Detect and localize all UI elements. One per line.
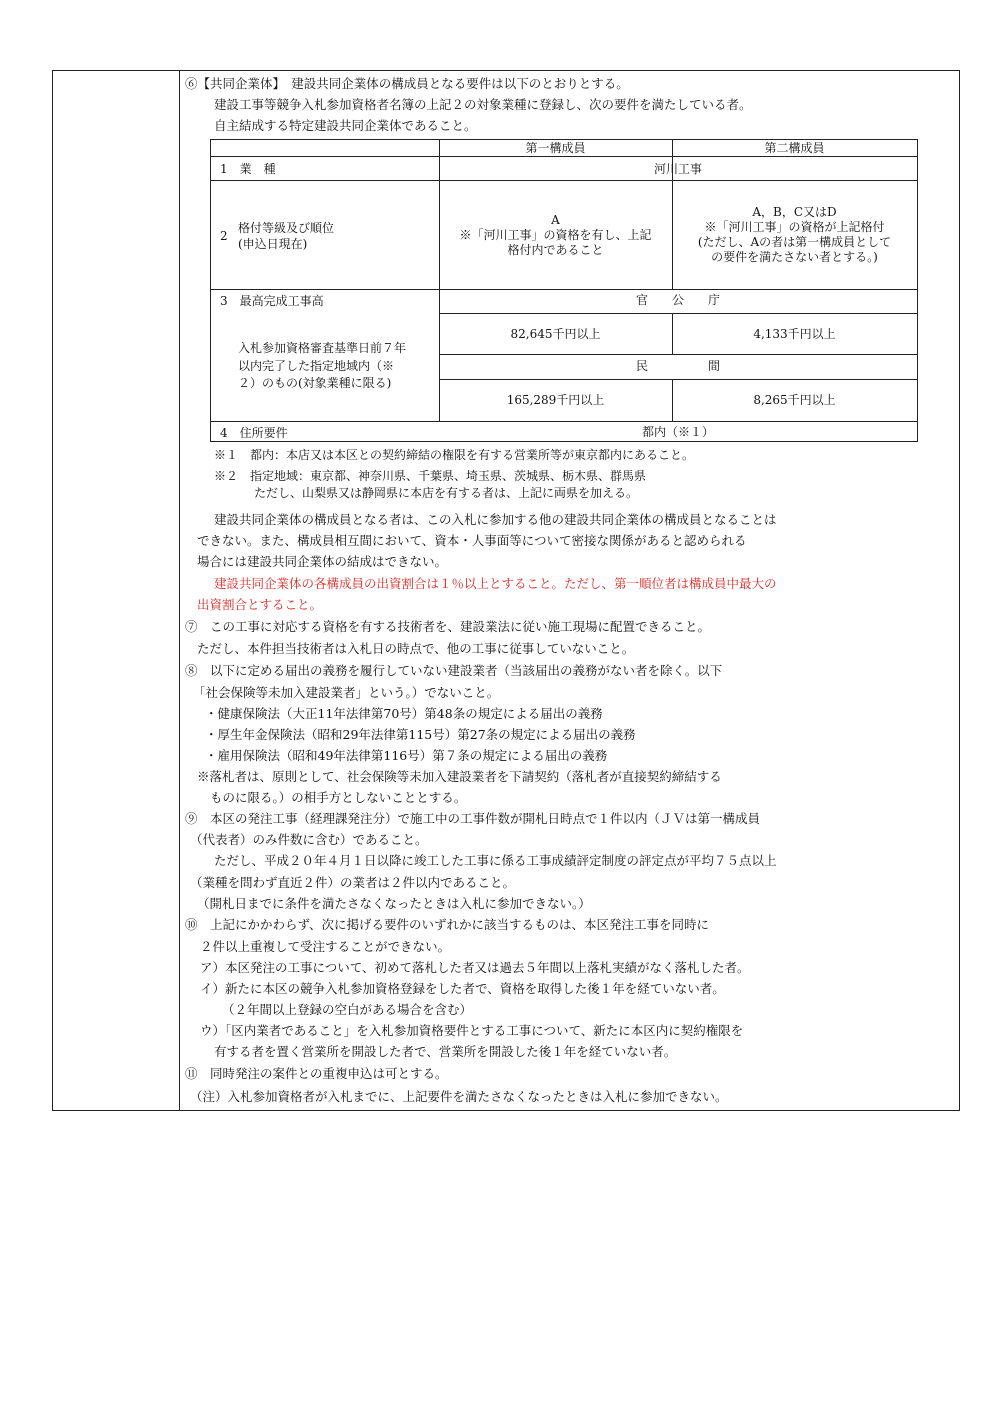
row-max-completion-label: 3 最高完成工事高 (220, 294, 324, 308)
footnote: （注）入札参加資格者が入札までに、上記要件を満たさなくなったときは入札に参加できない。 (190, 1089, 728, 1104)
section-6-line1: 建設工事等競争入札参加資格者名簿の上記２の対象業種に登録し、次の要件を満たしている者。 (214, 97, 752, 112)
section-6-line2: 自主結成する特定建設共同企業体であること。 (214, 118, 477, 133)
note-2a: ※２ 指定地域：東京都、神奈川県、千葉県、埼玉県、茨城県、栃木県、群馬県 (214, 469, 647, 483)
section-9-line1: ⑨ 本区の発注工事（経理課発注分）で施工中の工事件数が開札日時点で１件以内（ＪＶは第一構成員 (185, 811, 761, 826)
investment-ratio-line1: 建設共同企業体の各構成員の出資割合は１％以上とすること。ただし、第一順位者は構成員中最大の (214, 576, 777, 591)
section-7-line2: ただし、本件担当技術者は入札日の時点で、他の工事に従事していないこと。 (197, 641, 635, 656)
section-7-line1: ⑦ この工事に対応する資格を有する技術者を、建設業法に従い施工現場に配置できること。 (185, 619, 711, 634)
row-grade-label: 格付等級及び順位 (238, 221, 335, 235)
public-first-amount: 82,645千円以上 (510, 327, 601, 341)
note-1: ※１ 都内：本店又は本区との契約締結の権限を有する営業所等が東京都内にあること。 (214, 448, 695, 462)
grade-first-line1: A (551, 213, 560, 227)
column-divider (179, 70, 180, 1111)
section-9-line4: （業種を問わず直近２件）の業者は２件以内であること。 (190, 875, 516, 890)
section-10-item-u1: ウ）「区内業者であること」を入札参加資格要件とする工事について、新たに本区内に契約権限を (200, 1023, 744, 1038)
jv-para-line3: 場合には建設共同企業体の結成はできない。 (197, 554, 448, 569)
section-11: ⑪ 同時発注の案件との重複申込は可とする。 (185, 1066, 448, 1081)
section-9-line2: （代表者）のみ件数に含む）であること。 (190, 832, 428, 847)
section-6-title: ⑥【共同企業体】 建設共同企業体の構成員となる要件は以下のとおりとする。 (185, 76, 629, 91)
private-first-amount: 165,289千円以上 (506, 393, 605, 407)
section-10-item-a: ア）本区発注の工事について、初めて落札した者又は過去５年間以上落札実績がなく落札した者。 (200, 960, 750, 975)
section-10-line2: ２件以上重複して受注することができない。 (200, 939, 451, 954)
section-8-line1: ⑧ 以下に定める届出の義務を履行していない建設業者（当該届出の義務がない者を除く。以下 (185, 663, 723, 678)
max-completion-note-line1: 入札参加資格審査基準日前７年 (238, 341, 407, 355)
max-completion-note-line2: 以内完了した指定地域内（※ (238, 359, 395, 373)
row-address-label: 4 住所要件 (220, 426, 288, 440)
section-8-note2: ものに限る。）の相手方としないこととする。 (210, 790, 467, 805)
header-second-member: 第二構成員 (764, 141, 825, 155)
header-first-member: 第一構成員 (525, 141, 586, 155)
section-10-item-i: イ）新たに本区の競争入札参加資格登録をした者で、資格を取得した後１年を経ていない者。 (200, 981, 725, 996)
jv-para-line1: 建設共同企業体の構成員となる者は、この入札に参加する他の建設共同企業体の構成員となることは (214, 512, 777, 527)
public-second-amount: 4,133千円以上 (753, 327, 836, 341)
section-10-line1: ⑩ 上記にかかわらず、次に掲げる要件のいずれかに該当するものは、本区発注工事を同時に (185, 917, 710, 932)
max-completion-note-line3: ２）のもの(対象業種に限る) (238, 376, 392, 390)
grade-second-line1: A，B，C又はD (752, 205, 837, 219)
section-10-item-u2: 有する者を置く営業所を開設した者で、営業所を開設した後１年を経ていない者。 (214, 1044, 677, 1059)
grade-second-line2: ※「河川工事」の資格が上記格付 (704, 220, 885, 234)
jv-para-line2: できない。また、構成員相互間において、資本・人事面等について密接な関係があると認められる (197, 533, 747, 548)
private-second-amount: 8,265千円以上 (753, 393, 836, 407)
section-8-item2: ・厚生年金保険法（昭和29年法律第115号）第27条の規定による届出の義務 (205, 727, 636, 742)
grade-second-line4: の要件を満たさない者とする。) (711, 250, 878, 264)
row-grade-date: (申込日現在) (238, 237, 308, 251)
section-9-line5: （開札日までに条件を満たさなくなったときは入札に参加できない。） (197, 896, 591, 911)
grade-first-line3: 格付内であること (507, 243, 604, 257)
section-8-item1: ・健康保険法（大正11年法律第70号）第48条の規定による届出の義務 (205, 706, 603, 721)
public-sector-header: 官 公 庁 (635, 293, 720, 307)
grade-first-line2: ※「河川工事」の資格を有し、上記 (459, 228, 652, 242)
investment-ratio-line2: 出資割合とすること。 (197, 597, 323, 612)
section-10-item-i-note: （２年間以上登録の空白がある場合を含む） (222, 1002, 473, 1017)
section-8-note1: ※落札者は、原則として、社会保険等未加入建設業者を下請契約（落札者が直接契約締結する (197, 769, 722, 784)
section-8-line2: 「社会保険等未加入建設業者」という。）でないこと。 (193, 685, 500, 700)
row-industry-label: 1 業 種 (220, 162, 276, 176)
row-grade-number: 2 (220, 229, 228, 243)
note-2b: ただし、山梨県又は静岡県に本店を有する者は、上記に両県を加える。 (254, 486, 639, 500)
private-sector-header: 民 間 (635, 359, 720, 373)
row-industry-value: 河川工事 (653, 162, 702, 176)
grade-second-line3: (ただし、Aの者は第一構成員として (697, 235, 892, 249)
row-address-value: 都内（※１） (641, 425, 714, 439)
requirements-table (210, 139, 918, 442)
section-9-line3: ただし、平成２０年４月１日以降に竣工した工事に係る工事成績評定制度の評定点が平均７５点以上 (214, 853, 777, 868)
section-8-item3: ・雇用保険法（昭和49年法律第116号）第７条の規定による届出の義務 (205, 748, 608, 763)
